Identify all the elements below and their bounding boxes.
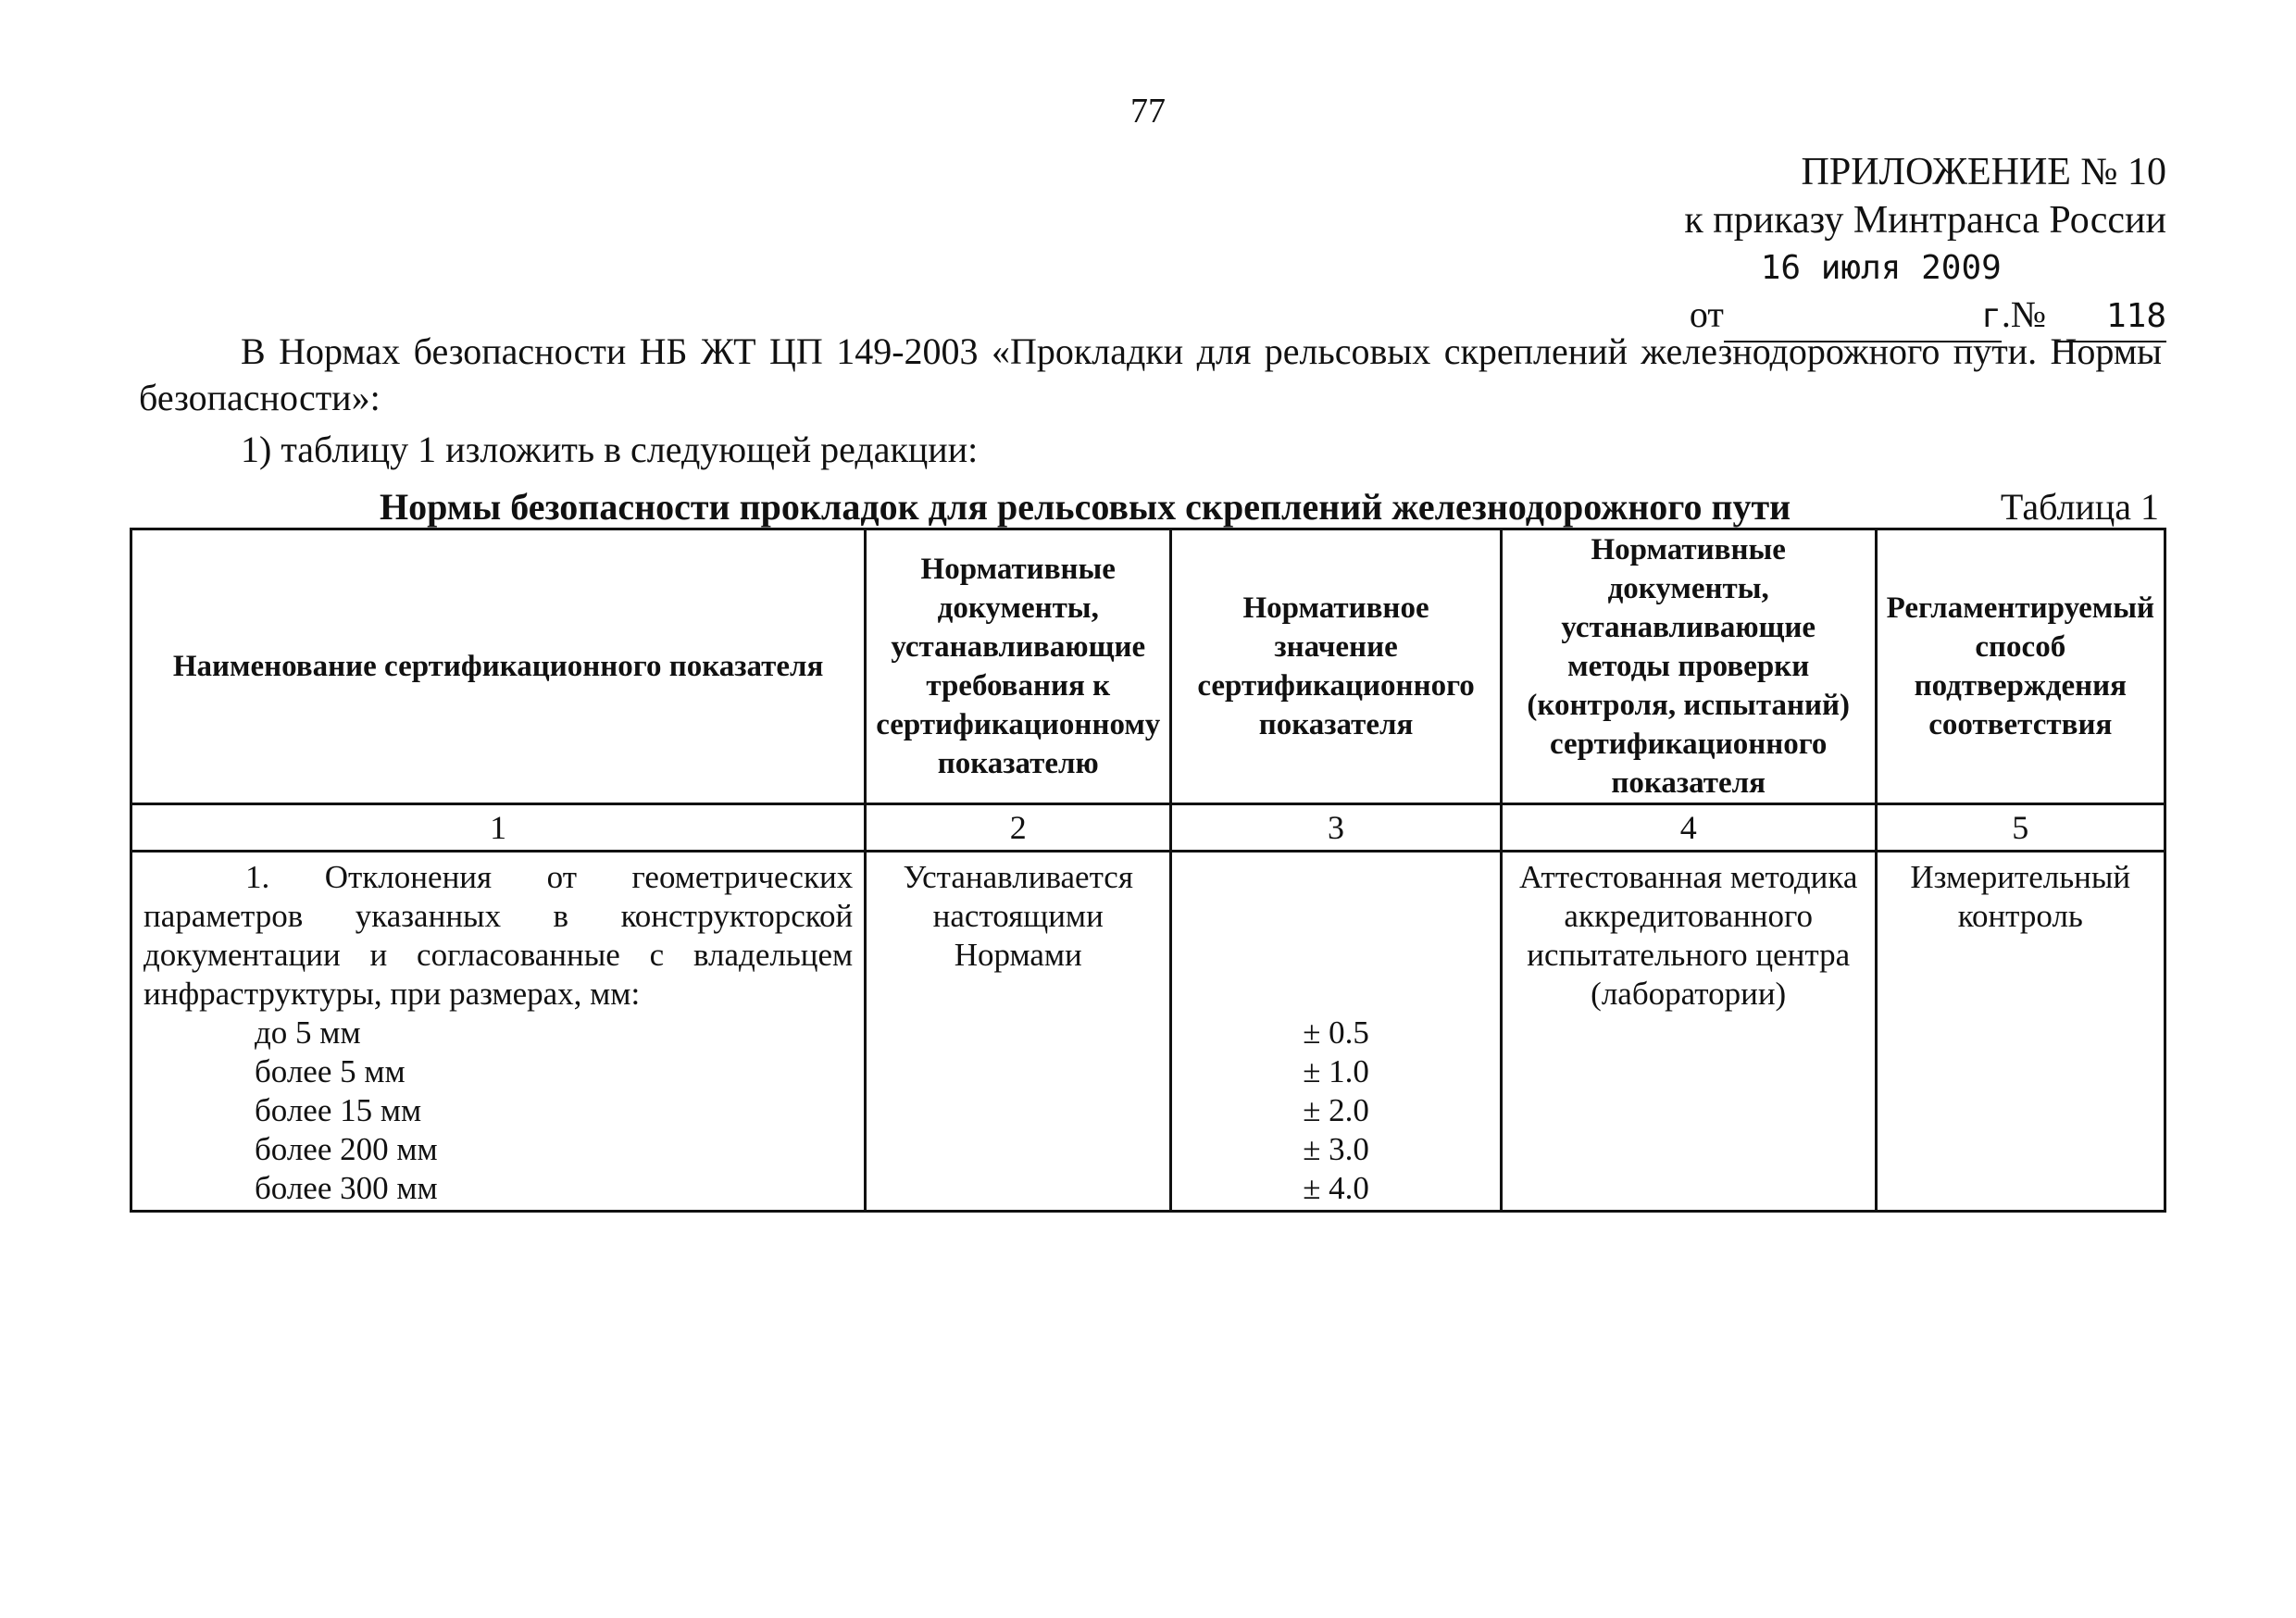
requirements-doc-cell: Устанавливается настоящими Нормами: [866, 852, 1171, 1212]
date-prefix: от: [1689, 293, 1724, 335]
normative-value-cell: [1171, 852, 1502, 1212]
appendix-order: к приказу Минтранса России: [1684, 199, 2166, 242]
header-requirements-docs: Нормативные документы, устанавливающие требования к сертификационному показателю: [866, 529, 1171, 804]
header-indicator-name: Наименование сертификационного показателя: [131, 529, 866, 804]
order-date: 16 июля 2009 г: [1724, 244, 2002, 342]
size-item: более 300 мм: [255, 1170, 438, 1206]
table-row: [131, 852, 2165, 1212]
number-prefix: .№: [2001, 293, 2046, 335]
method-doc-cell: Аттестованная методика аккредитованного испытательного центра (лаборатории): [1501, 852, 1876, 1212]
column-number: 4: [1501, 804, 1876, 852]
column-number-row: [131, 804, 2165, 852]
size-item: до 5 мм: [255, 1014, 361, 1051]
column-number: 3: [1171, 804, 1502, 852]
size-item: более 5 мм: [255, 1053, 406, 1089]
tolerance-value: ± 1.0: [1303, 1053, 1369, 1089]
value-list: [1183, 858, 1489, 1208]
tolerance-value: ± 0.5: [1303, 1014, 1369, 1051]
header-method-docs: Нормативные документы, устанавливающие методы проверки (контроля, испытаний) сертификационного показателя: [1501, 529, 1876, 804]
tolerance-value: ± 4.0: [1303, 1170, 1369, 1206]
intro-item: 1) таблицу 1 изложить в следующей редакции:: [241, 429, 979, 470]
header-confirmation-method: Регламентируемый способ подтверждения соответствия: [1876, 529, 2165, 804]
indicator-name-cell: [131, 852, 866, 1212]
table-title: Нормы безопасности прокладок для рельсовых скреплений железнодорожного пути: [380, 486, 1791, 528]
column-number: 2: [866, 804, 1171, 852]
tolerance-value: ± 2.0: [1303, 1092, 1369, 1128]
table-header-row: [131, 529, 2165, 804]
order-number: 118: [2055, 292, 2166, 342]
size-item: более 15 мм: [255, 1092, 422, 1128]
table-label: Таблица 1: [2000, 486, 2159, 528]
header-normative-value: Нормативное значение сертификационного показателя: [1171, 529, 1502, 804]
column-number: 1: [131, 804, 866, 852]
appendix-title: ПРИЛОЖЕНИЕ № 10: [1801, 151, 2166, 193]
tolerance-value: ± 3.0: [1303, 1131, 1369, 1167]
appendix-block: [1684, 148, 2166, 342]
page-number: 77: [1130, 92, 1166, 131]
column-number: 5: [1876, 804, 2165, 852]
size-item: более 200 мм: [255, 1131, 438, 1167]
confirmation-cell: Измерительный контроль: [1876, 852, 2165, 1212]
indicator-description: 1. Отклонения от геометрических параметров указанных в конструкторской документации и согласованные с владельцем инфраструктуры, при размерах, мм:: [144, 859, 854, 1012]
intro-paragraph: В Нормах безопасности НБ ЖТ ЦП 149-2003 «Прокладки для рельсовых скреплений железнодорожного пути. Нормы безопасности»:: [139, 330, 2162, 418]
norms-table: [130, 528, 2166, 1213]
intro-text: [139, 329, 2162, 473]
